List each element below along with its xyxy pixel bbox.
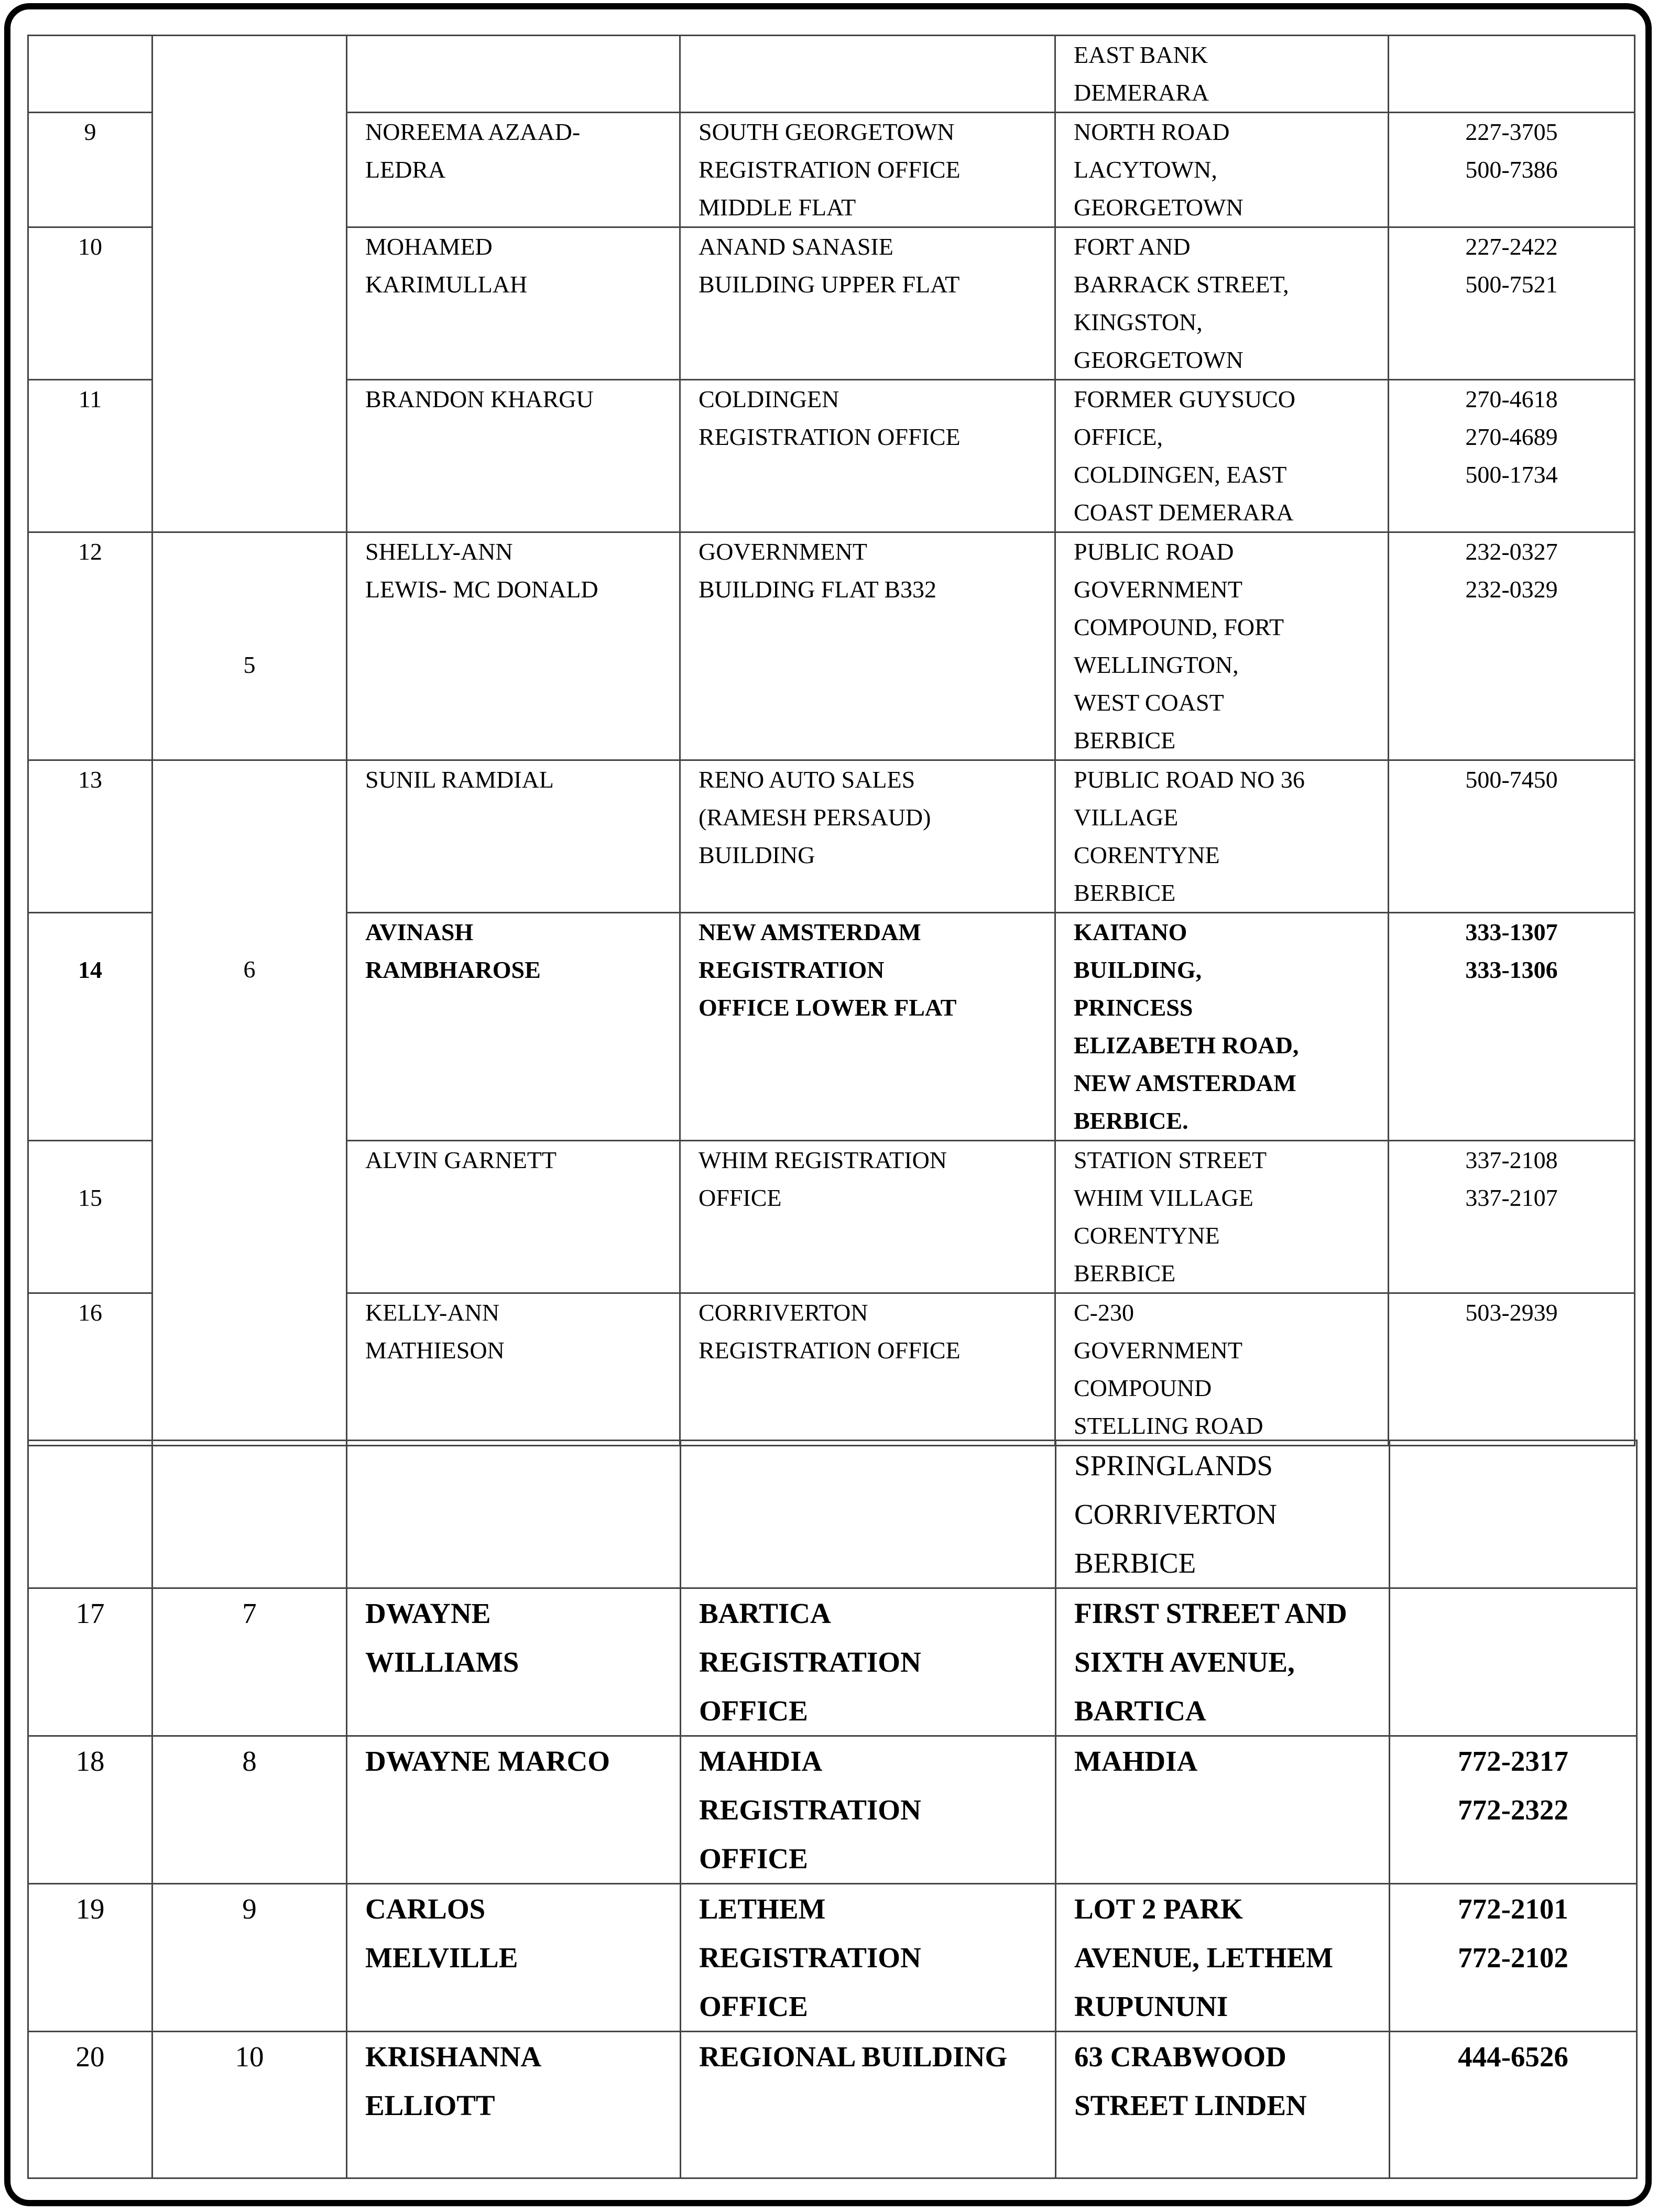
office-address [1055, 380, 1389, 532]
table-row [28, 2032, 1637, 2178]
office-location-line: REGISTRATION [699, 956, 885, 983]
officer-name-line: ALVIN GARNETT [365, 1147, 557, 1173]
officer-name-line: DWAYNE MARCO [365, 1745, 610, 1777]
office-address-line: VILLAGE [1074, 804, 1179, 831]
office-address-line: SPRINGLANDS [1074, 1450, 1273, 1481]
office-location-line: REGISTRATION OFFICE [699, 1337, 961, 1364]
office-address-line: GEORGETOWN [1074, 346, 1244, 373]
phone-numbers [1389, 1141, 1635, 1293]
officer-name-line: ELLIOTT [365, 2089, 495, 2121]
region-number: 10 [152, 2032, 347, 2178]
office-address-line: BERBICE. [1074, 1107, 1188, 1134]
phone-numbers [1389, 913, 1635, 1141]
officer-name-line: LEDRA [365, 156, 446, 183]
row-number: 16 [28, 1293, 152, 1446]
row-number [28, 1441, 152, 1588]
office-location [681, 1736, 1056, 1884]
officer-name-line: MELVILLE [365, 1942, 518, 1974]
region-number: 8 [152, 1736, 347, 1884]
office-location-line: CORRIVERTON [699, 1299, 868, 1326]
officer-name [347, 913, 680, 1141]
office-location-line: GOVERNMENT [699, 538, 867, 565]
officer-name [347, 1141, 680, 1293]
phone-numbers [1390, 1736, 1637, 1884]
phone-numbers [1389, 227, 1635, 380]
table-row [28, 36, 1635, 113]
office-location [680, 227, 1055, 380]
office-address-line: COMPOUND [1074, 1375, 1212, 1401]
phone-number-line: 503-2939 [1465, 1299, 1558, 1326]
office-location-line: BARTICA [699, 1597, 831, 1629]
phone-number-line: 337-2108 [1465, 1147, 1558, 1173]
office-address-line: BARRACK STREET, [1074, 271, 1289, 298]
row-number: 11 [28, 380, 152, 532]
office-address [1056, 1441, 1390, 1588]
officer-name [347, 1441, 681, 1588]
office-location-line: MIDDLE FLAT [699, 194, 856, 221]
row-number: 13 [28, 760, 152, 913]
officer-name [347, 1293, 680, 1446]
phone-number-line: 772-2317 [1458, 1745, 1568, 1777]
row-number: 9 [28, 113, 152, 227]
office-location [681, 1588, 1056, 1736]
office-address-line: KINGSTON, [1074, 309, 1203, 335]
office-address-line: WELLINGTON, [1074, 651, 1239, 678]
office-address-line: STELLING ROAD [1074, 1412, 1263, 1439]
office-address-line: NORTH ROAD [1074, 118, 1230, 145]
office-address-line: GOVERNMENT [1074, 1337, 1242, 1364]
officer-name-line: SHELLY-ANN [365, 538, 513, 565]
row-number: 19 [28, 1884, 152, 2032]
officer-name-line: KELLY-ANN [365, 1299, 500, 1326]
officer-name-line: DWAYNE [365, 1597, 491, 1629]
office-location-line: WHIM REGISTRATION [699, 1147, 947, 1173]
row-number: 15 [28, 1141, 152, 1293]
office-location-line: ANAND SANASIE [699, 233, 893, 260]
phone-number-line: 500-7521 [1465, 271, 1558, 298]
officer-name-line: KARIMULLAH [365, 271, 528, 298]
office-location-line: OFFICE [699, 1695, 808, 1727]
phone-number-line: 500-7450 [1465, 766, 1558, 793]
officer-name [347, 113, 680, 227]
office-location [680, 36, 1055, 113]
row-number: 10 [28, 227, 152, 380]
officer-name [347, 227, 680, 380]
phone-numbers [1389, 760, 1635, 913]
officer-name-line: NOREEMA AZAAD- [365, 118, 581, 145]
phone-number-line: 337-2107 [1465, 1184, 1558, 1211]
office-address-line: FORT AND [1074, 233, 1191, 260]
office-address [1055, 36, 1389, 113]
officer-name-line: RAMBHAROSE [365, 956, 541, 983]
table-row [28, 1441, 1637, 1588]
office-address-line: LOT 2 PARK [1074, 1893, 1243, 1925]
row-number: 20 [28, 2032, 152, 2178]
office-address-line: GEORGETOWN [1074, 194, 1244, 221]
table-row [28, 532, 1635, 760]
phone-number-line: 227-3705 [1465, 118, 1558, 145]
phone-numbers [1390, 1884, 1637, 2032]
office-address-line: CORRIVERTON [1074, 1498, 1277, 1530]
phone-numbers [1389, 380, 1635, 532]
office-address-line: BERBICE [1074, 1547, 1196, 1579]
row-number: 12 [28, 532, 152, 760]
officer-name-line: WILLIAMS [365, 1646, 519, 1678]
officer-name [347, 380, 680, 532]
office-location-line: OFFICE LOWER FLAT [699, 994, 957, 1021]
region-number: 6 [243, 956, 256, 983]
officer-name [347, 2032, 681, 2178]
office-address-line: BARTICA [1074, 1695, 1206, 1727]
office-address-line: BERBICE [1074, 727, 1176, 754]
office-address-line: CORENTYNE [1074, 1222, 1220, 1249]
phone-number-line: 333-1306 [1465, 956, 1558, 983]
phone-number-line: 772-2101 [1458, 1893, 1568, 1925]
office-location [680, 1293, 1055, 1446]
office-location-line: REGISTRATION [699, 1942, 921, 1974]
office-address [1055, 913, 1389, 1141]
phone-numbers [1389, 113, 1635, 227]
office-location-line: OFFICE [699, 1843, 808, 1875]
phone-numbers [1389, 532, 1635, 760]
region-number: 7 [152, 1588, 347, 1736]
table-row [28, 1736, 1637, 1884]
phone-number-line: 227-2422 [1465, 233, 1558, 260]
office-address-line: FORMER GUYSUCO [1074, 386, 1296, 412]
office-address-line: RUPUNUNI [1074, 1990, 1228, 2022]
region-number: 5 [243, 651, 256, 678]
office-address-line: COLDINGEN, EAST [1074, 461, 1287, 488]
office-address-line: AVENUE, LETHEM [1074, 1942, 1334, 1974]
officer-name-line: AVINASH [365, 919, 474, 945]
office-location-line: REGIONAL BUILDING [699, 2041, 1008, 2073]
office-location-line: REGISTRATION [699, 1646, 921, 1678]
office-address-line: COAST DEMERARA [1074, 499, 1294, 526]
office-location [681, 1441, 1056, 1588]
phone-number-line: 500-7386 [1465, 156, 1558, 183]
table-row [28, 760, 1635, 913]
phone-numbers [1390, 2032, 1637, 2178]
officer-name-line: BRANDON KHARGU [365, 386, 594, 412]
office-address-line: WEST COAST [1074, 689, 1224, 716]
office-address [1056, 1588, 1390, 1736]
office-location-line: REGISTRATION [699, 1794, 921, 1826]
phone-numbers [1390, 1588, 1637, 1736]
office-location-line: OFFICE [699, 1990, 808, 2022]
office-address-line: 63 CRABWOOD [1074, 2041, 1286, 2073]
office-address-line: COMPOUND, FORT [1074, 614, 1284, 640]
office-address-line: PUBLIC ROAD NO 36 [1074, 766, 1305, 793]
region-number [152, 1441, 347, 1588]
office-location-line: BUILDING [699, 842, 815, 868]
office-address [1056, 1884, 1390, 2032]
officer-name-line: SUNIL RAMDIAL [365, 766, 554, 793]
officer-name-line: CARLOS [365, 1893, 486, 1925]
region-cell [152, 760, 347, 1446]
office-address-line: MAHDIA [1074, 1745, 1198, 1777]
office-address [1055, 113, 1389, 227]
row-number: 17 [28, 1588, 152, 1736]
office-address [1055, 227, 1389, 380]
officer-name [347, 1588, 681, 1736]
office-address-line: PUBLIC ROAD [1074, 538, 1234, 565]
office-location [680, 113, 1055, 227]
office-location [681, 2032, 1056, 2178]
office-location [680, 913, 1055, 1141]
phone-number-line: 772-2102 [1458, 1942, 1568, 1974]
registration-offices-table-bottom [27, 1440, 1638, 2179]
phone-numbers [1390, 1441, 1637, 1588]
region-cell [152, 532, 347, 760]
office-address [1055, 1293, 1389, 1446]
office-address [1055, 532, 1389, 760]
officer-name-line: LEWIS- MC DONALD [365, 576, 598, 603]
office-location-line: (RAMESH PERSAUD) [699, 804, 931, 831]
office-address-line: STREET LINDEN [1074, 2089, 1307, 2121]
office-address [1056, 1736, 1390, 1884]
phone-number-line: 444-6526 [1458, 2041, 1568, 2073]
office-address-line: BERBICE [1074, 879, 1176, 906]
office-location-line: BUILDING FLAT B332 [699, 576, 937, 603]
office-address-line: STATION STREET [1074, 1147, 1267, 1173]
office-location-line: COLDINGEN [699, 386, 839, 412]
phone-number-line: 772-2322 [1458, 1794, 1568, 1826]
office-location [680, 1141, 1055, 1293]
row-number: 14 [28, 913, 152, 1141]
office-location [680, 380, 1055, 532]
phone-number-line: 232-0329 [1465, 576, 1558, 603]
office-address [1055, 1141, 1389, 1293]
officer-name [347, 760, 680, 913]
office-location [681, 1884, 1056, 2032]
phone-number-line: 270-4689 [1465, 423, 1558, 450]
office-location-line: REGISTRATION OFFICE [699, 423, 961, 450]
officer-name [347, 532, 680, 760]
office-address-line: BERBICE [1074, 1260, 1176, 1287]
office-address-line: OFFICE, [1074, 423, 1163, 450]
office-address-line: FIRST STREET AND [1074, 1597, 1347, 1629]
row-number: 18 [28, 1736, 152, 1884]
office-address-line: KAITANO [1074, 919, 1187, 945]
office-address-line: WHIM VILLAGE [1074, 1184, 1253, 1211]
officer-name [347, 36, 680, 113]
office-location-line: LETHEM [699, 1893, 826, 1925]
office-address-line: GOVERNMENT [1074, 576, 1242, 603]
phone-numbers [1389, 1293, 1635, 1446]
office-address-line: LACYTOWN, [1074, 156, 1217, 183]
officer-name-line: MOHAMED [365, 233, 493, 260]
officer-name [347, 1884, 681, 2032]
office-location-line: MAHDIA [699, 1745, 823, 1777]
office-address-line: BUILDING, [1074, 956, 1202, 983]
office-address-line: C-230 [1074, 1299, 1134, 1326]
officer-name-line: KRISHANNA [365, 2041, 542, 2073]
office-location-line: BUILDING UPPER FLAT [699, 271, 960, 298]
phone-number-line: 270-4618 [1465, 386, 1558, 412]
office-location-line: REGISTRATION OFFICE [699, 156, 961, 183]
officer-name [347, 1736, 681, 1884]
office-address [1056, 2032, 1390, 2178]
office-location-line: SOUTH GEORGETOWN [699, 118, 955, 145]
table-row [28, 1588, 1637, 1736]
office-location [680, 760, 1055, 913]
office-address-line: DEMERARA [1074, 79, 1209, 106]
office-location-line: OFFICE [699, 1184, 782, 1211]
phone-numbers [1389, 36, 1635, 113]
office-address-line: ELIZABETH ROAD, [1074, 1032, 1299, 1059]
office-location-line: RENO AUTO SALES [699, 766, 915, 793]
office-location [680, 532, 1055, 760]
office-address-line: PRINCESS [1074, 994, 1193, 1021]
office-address-line: NEW AMSTERDAM [1074, 1070, 1296, 1096]
office-address-line: CORENTYNE [1074, 842, 1220, 868]
office-location-line: NEW AMSTERDAM [699, 919, 921, 945]
office-address [1055, 760, 1389, 913]
region-number: 9 [152, 1884, 347, 2032]
region-cell [152, 36, 347, 532]
phone-number-line: 232-0327 [1465, 538, 1558, 565]
registration-offices-table-top [27, 35, 1635, 1446]
row-number [28, 36, 152, 113]
phone-number-line: 500-1734 [1465, 461, 1558, 488]
table-row [28, 1884, 1637, 2032]
office-address-line: SIXTH AVENUE, [1074, 1646, 1295, 1678]
phone-number-line: 333-1307 [1465, 919, 1558, 945]
officer-name-line: MATHIESON [365, 1337, 505, 1364]
office-address-line: EAST BANK [1074, 41, 1208, 68]
